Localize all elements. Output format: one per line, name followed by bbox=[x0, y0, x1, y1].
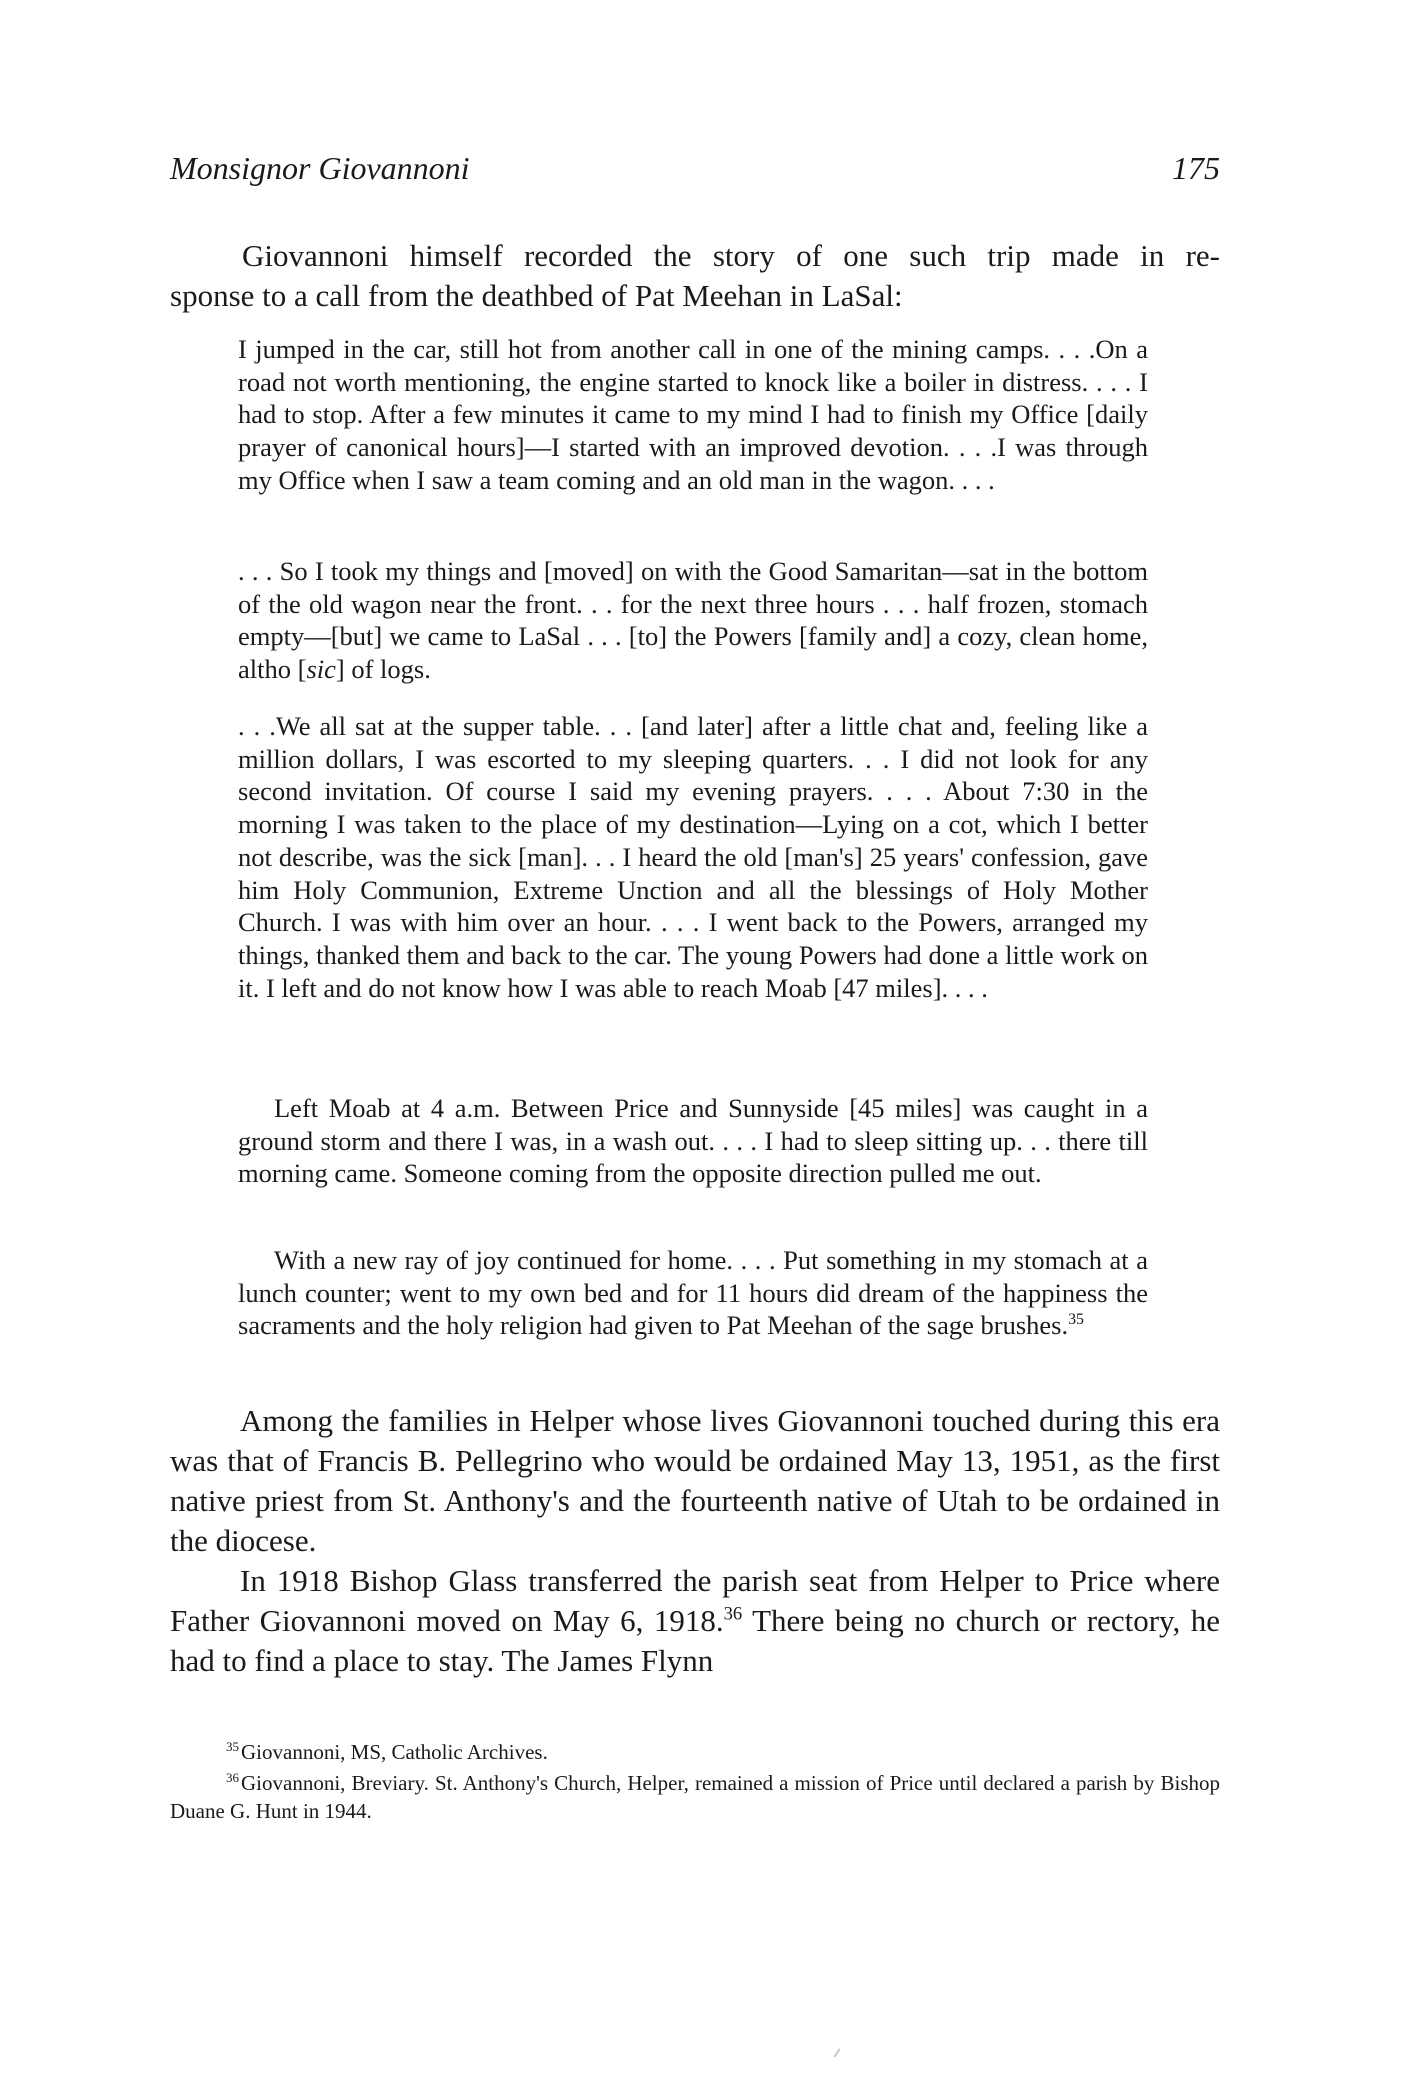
footnotes bbox=[170, 1738, 1220, 1828]
footnote-text-36: Giovannoni, Breviary. St. Anthony's Church, Helper, remained a mission of Price until declared a parish by Bishop Duane G. Hunt in 1944. bbox=[170, 1771, 1220, 1823]
footnote-number-36: 36 bbox=[226, 1770, 240, 1785]
quote-paragraph-2 bbox=[238, 555, 1148, 686]
scan-speck bbox=[833, 2048, 840, 2057]
body-paragraph-pellegrino: Among the families in Helper whose lives Giovannoni touched during this era was that of Francis B. Pellegrino who would be ordained May 13, 1951, as the first native priest from St. Anthony's and the fourteenth native of Utah to be ordained in the diocese. bbox=[170, 1403, 1220, 1558]
note-ref-36: 36 bbox=[723, 1603, 743, 1625]
quote-paragraph-1: I jumped in the car, still hot from another call in one of the mining camps. . . .On a road not worth mentioning, the engine started to knock like a boiler in distress. . . . I had to stop. After a few minutes it came to my mind I had to finish my Office [daily prayer of canonical hours]—I started with an improved devotion. . . .I was through my Office when I saw a team coming and an old man in the wagon. . . . bbox=[238, 334, 1148, 495]
page-number: 175 bbox=[1172, 150, 1220, 186]
intro-line-1: Giovannoni himself recorded the story of one such trip made in re- bbox=[242, 238, 1220, 273]
note-ref-35: 35 bbox=[1068, 1311, 1084, 1329]
intro-paragraph bbox=[170, 236, 1220, 316]
footnote-36 bbox=[170, 1769, 1220, 1825]
quote-paragraph-5 bbox=[238, 1244, 1148, 1342]
intro-line-2: sponse to a call from the deathbed of Pat Meehan in LaSal: bbox=[170, 278, 903, 313]
quote-2-text: . . . So I took my things and [moved] on with the Good Samaritan—sat in the bottom of the old wagon near the front. . . for the next three hours . . . half frozen, stomach empty—[but] we came to LaSal . . . [to] the Powers [family and] a cozy, clean home, altho [ bbox=[238, 556, 1148, 685]
parish-seat-text: In 1918 Bishop Glass transferred the parish seat from Helper to Price where Father Giovannoni moved on May 6, 1918. bbox=[170, 1563, 1220, 1638]
body-paragraph-parish-seat bbox=[170, 1561, 1220, 1681]
sic-mark: sic bbox=[306, 654, 336, 685]
running-title: Monsignor Giovannoni bbox=[170, 150, 470, 186]
quote-5-text: With a new ray of joy continued for home. . . . Put something in my stomach at a lunch counter; went to my own bed and for 11 hours did dream of the happiness the sacraments and the holy religion had given to Pat Meehan of the sage brushes. bbox=[238, 1245, 1148, 1341]
running-head bbox=[170, 150, 1220, 200]
footnote-35 bbox=[170, 1738, 1220, 1766]
quote-2-text-end: ] of logs. bbox=[335, 654, 431, 685]
quote-paragraph-3: . . .We all sat at the supper table. . . [and later] after a little chat and, feeling like a million dollars, I was escorted to my sleeping quarters. . . I did not look for any second invitation. Of course I said my evening prayers. . . . About 7:30 in the morning I was taken to the place of my destination—Lying on a cot, which I better not describe, was the sick [man]. . . I heard the old [man's] 25 years' confession, gave him Holy Communion, Extreme Unction and all the blessings of Holy Mother Church. I was with him over an hour. . . . I went back to the Powers, arranged my things, thanked them and back to the car. The young Powers had done a little work on it. I left and do not know how I was able to reach Moab [47 miles]. . . . bbox=[238, 711, 1148, 1003]
footnote-number-35: 35 bbox=[226, 1739, 240, 1754]
footnote-text-35: Giovannoni, MS, Catholic Archives. bbox=[241, 1740, 548, 1764]
parish-seat-text-end: There being no church or rectory, he had to find a place to stay. The James Flynn bbox=[170, 1603, 1221, 1678]
quote-paragraph-4: Left Moab at 4 a.m. Between Price and Sunnyside [45 miles] was caught in a ground storm and there I was, in a wash out. . . . I had to sleep sitting up. . . there till morning came. Someone coming from the opposite direction pulled me out. bbox=[238, 1093, 1148, 1189]
